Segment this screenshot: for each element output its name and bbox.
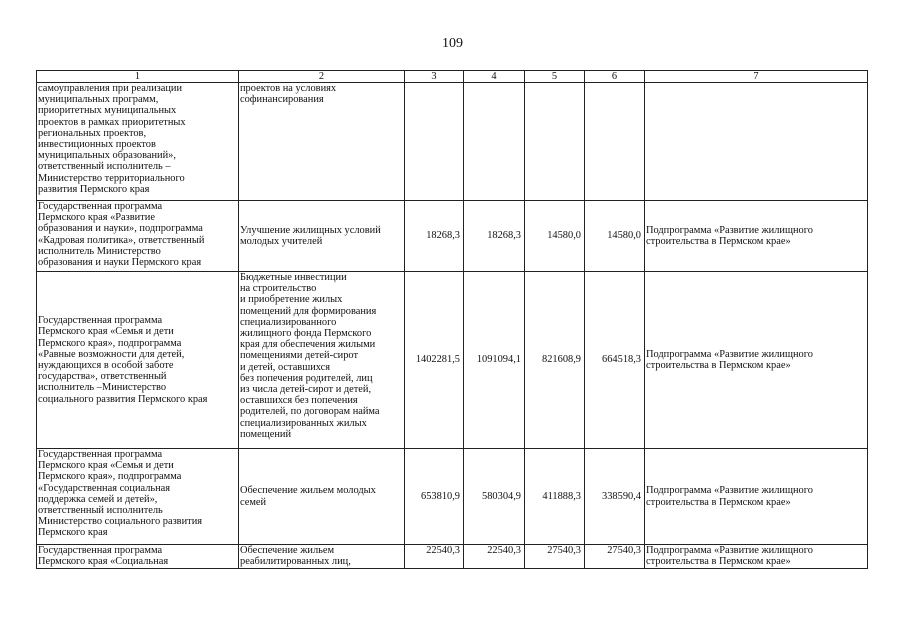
- header-cell: 2: [239, 71, 405, 83]
- purpose-cell: проектов на условиях софинансирования: [239, 83, 405, 201]
- program-cell: Государственная программа Пермского края «Семья и дети Пермского края», подпрограмма «Равные возможности для детей, нуждающихся в особой заботе государства», ответственный исполнитель –Министерство социального развития Пермского края: [37, 272, 239, 449]
- value-cell: 411888,3: [525, 449, 585, 545]
- program-cell: самоуправления при реализации муниципальных программ, приоритетных муниципальных проектов в рамках приоритетных региональных проектов, инвестиционных проектов муниципальных образований», ответственный исполнитель – Министерство территориального развития Пермского края: [37, 83, 239, 201]
- purpose-cell: Обеспечение жильем реабилитированных лиц,: [239, 545, 405, 569]
- purpose-cell: Обеспечение жильем молодых семей: [239, 449, 405, 545]
- subprogram-cell: [645, 83, 868, 201]
- value-cell: [464, 83, 525, 201]
- value-cell: 664518,3: [585, 272, 645, 449]
- subprogram-cell: Подпрограмма «Развитие жилищного строительства в Пермском крае»: [645, 449, 868, 545]
- value-cell: 580304,9: [464, 449, 525, 545]
- subprogram-cell: Подпрограмма «Развитие жилищного строительства в Пермском крае»: [645, 272, 868, 449]
- value-cell: 22540,3: [405, 545, 464, 569]
- header-cell: 3: [405, 71, 464, 83]
- subprogram-cell: Подпрограмма «Развитие жилищного строительства в Пермском крае»: [645, 545, 868, 569]
- value-cell: 1402281,5: [405, 272, 464, 449]
- header-cell: 4: [464, 71, 525, 83]
- header-cell: 1: [37, 71, 239, 83]
- table-row: [37, 545, 868, 569]
- value-cell: 653810,9: [405, 449, 464, 545]
- header-cell: 7: [645, 71, 868, 83]
- program-cell: Государственная программа Пермского края «Семья и дети Пермского края», подпрограмма «Государственная социальная поддержка семей и детей», ответственный исполнитель Министерство социального развития Пермского края: [37, 449, 239, 545]
- purpose-cell: Улучшение жилищных условий молодых учителей: [239, 201, 405, 272]
- value-cell: [585, 83, 645, 201]
- header-cell: 6: [585, 71, 645, 83]
- table-row: [37, 449, 868, 545]
- value-cell: 27540,3: [585, 545, 645, 569]
- table-row: [37, 201, 868, 272]
- value-cell: 338590,4: [585, 449, 645, 545]
- value-cell: 821608,9: [525, 272, 585, 449]
- value-cell: 1091094,1: [464, 272, 525, 449]
- header-row: [37, 71, 868, 83]
- purpose-cell: Бюджетные инвестиции на строительство и приобретение жилых помещений для формирования специализированного жилищного фонда Пермского края для обеспечения жилыми помещениями детей-сирот и детей, оставшихся без попечения родителей, лиц из числа детей-сирот и детей, оставшихся без попечения родителей, по договорам найма специализированных жилых помещений: [239, 272, 405, 449]
- table-row: [37, 83, 868, 201]
- value-cell: [405, 83, 464, 201]
- header-cell: 5: [525, 71, 585, 83]
- program-cell: Государственная программа Пермского края «Развитие образования и науки», подпрограмма «Кадровая политика», ответственный исполнитель Министерство образования и науки Пермского края: [37, 201, 239, 272]
- page-number: 109: [442, 36, 463, 51]
- value-cell: 18268,3: [405, 201, 464, 272]
- value-cell: 27540,3: [525, 545, 585, 569]
- program-cell: Государственная программа Пермского края «Социальная: [37, 545, 239, 569]
- value-cell: 22540,3: [464, 545, 525, 569]
- value-cell: 14580,0: [525, 201, 585, 272]
- table-row: [37, 272, 868, 449]
- value-cell: 18268,3: [464, 201, 525, 272]
- value-cell: [525, 83, 585, 201]
- value-cell: 14580,0: [585, 201, 645, 272]
- subprogram-cell: Подпрограмма «Развитие жилищного строительства в Пермском крае»: [645, 201, 868, 272]
- program-table: [36, 70, 868, 569]
